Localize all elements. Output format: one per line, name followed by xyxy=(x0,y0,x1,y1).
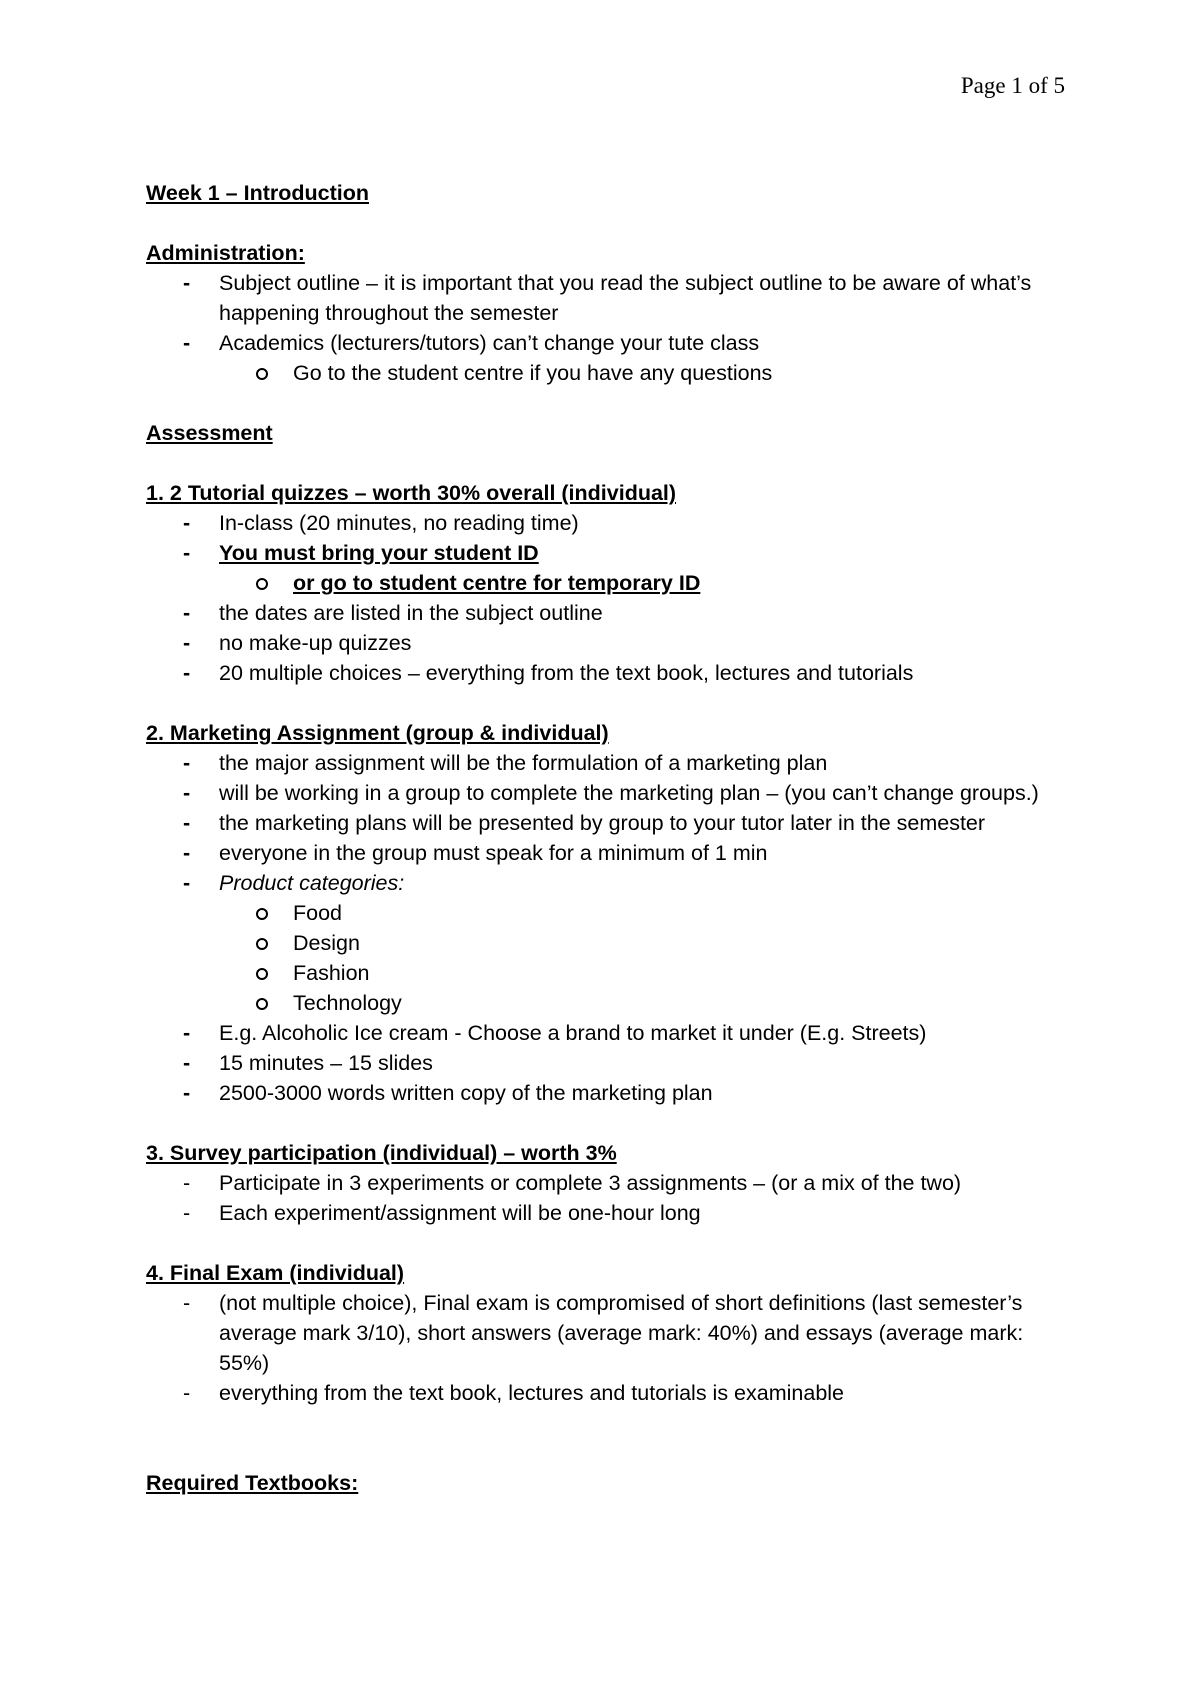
list-item: - Subject outline – it is important that you read the subject outline to be aware of what’s happening throughout the semester xyxy=(146,268,1066,328)
final-exam-heading: 4. Final Exam (individual) xyxy=(146,1261,405,1285)
quizzes-heading: 1. 2 Tutorial quizzes – worth 30% overall (individual) xyxy=(146,481,677,505)
administration-heading: Administration: xyxy=(146,241,305,265)
list-item: - the dates are listed in the subject outline xyxy=(146,598,1066,628)
dash-bullet: - xyxy=(183,1201,191,1225)
circle-bullet xyxy=(256,968,268,980)
list-item: - Academics (lecturers/tutors) can’t change your tute class Go to the student centre if you have any questions xyxy=(146,328,1066,388)
marketing-list xyxy=(146,748,1066,1108)
list-item: - 15 minutes – 15 slides xyxy=(146,1048,1066,1078)
dash-bullet: - xyxy=(183,1081,191,1105)
page-number: Page 1 of 5 xyxy=(960,73,1065,98)
circle-bullet xyxy=(256,938,268,950)
assessment-heading: Assessment xyxy=(146,421,273,445)
list-item: - no make-up quizzes xyxy=(146,628,1066,658)
list-item: - Each experiment/assignment will be one-hour long xyxy=(146,1198,1066,1228)
list-item: - E.g. Alcoholic Ice cream - Choose a brand to market it under (E.g. Streets) xyxy=(146,1018,1066,1048)
dash-bullet: - xyxy=(183,511,191,535)
list-item: - 20 multiple choices – everything from the text book, lectures and tutorials xyxy=(146,658,1066,688)
document-body xyxy=(146,178,1066,1498)
dash-bullet: - xyxy=(183,751,191,775)
dash-bullet: - xyxy=(183,1051,191,1075)
dash-bullet: - xyxy=(183,661,191,685)
administration-sublist xyxy=(219,358,1066,388)
dash-bullet: - xyxy=(183,271,191,295)
dash-bullet: - xyxy=(183,871,191,895)
survey-list xyxy=(146,1168,1066,1228)
textbooks-heading: Required Textbooks: xyxy=(146,1471,359,1495)
list-item: - will be working in a group to complete the marketing plan – (you can’t change groups.) xyxy=(146,778,1066,808)
dash-bullet: - xyxy=(183,841,191,865)
dash-bullet: - xyxy=(183,1171,191,1195)
dash-bullet: - xyxy=(183,1381,191,1405)
administration-section xyxy=(146,238,1066,388)
textbooks-section xyxy=(146,1468,1066,1498)
dash-bullet: - xyxy=(183,1291,191,1315)
circle-bullet xyxy=(256,368,268,380)
list-item: - In-class (20 minutes, no reading time) xyxy=(146,508,1066,538)
dash-bullet: - xyxy=(183,601,191,625)
circle-bullet xyxy=(256,908,268,920)
list-item: - the marketing plans will be presented by group to your tutor later in the semester xyxy=(146,808,1066,838)
administration-list xyxy=(146,268,1066,388)
quizzes-list xyxy=(146,508,1066,688)
sub-list-item: or go to student centre for temporary ID xyxy=(146,568,1066,598)
sub-list-item: Food xyxy=(146,898,1066,928)
page-title: Week 1 – Introduction xyxy=(146,181,369,205)
list-item: - (not multiple choice), Final exam is compromised of short definitions (last semester’s average mark 3/10), short answers (average mark: 40%) and essays (average mark: 55%) xyxy=(146,1288,1066,1378)
dash-bullet: - xyxy=(183,811,191,835)
survey-heading: 3. Survey participation (individual) – worth 3% xyxy=(146,1141,617,1165)
circle-bullet xyxy=(256,578,268,590)
list-item: - You must bring your student ID or go to student centre for temporary ID xyxy=(146,538,1066,598)
product-categories-list xyxy=(219,898,1066,1018)
final-exam-list xyxy=(146,1288,1066,1408)
sub-list-item: Fashion xyxy=(146,958,1066,988)
list-item: - Participate in 3 experiments or complete 3 assignments – (or a mix of the two) xyxy=(146,1168,1066,1198)
sub-list-item: Go to the student centre if you have any questions xyxy=(146,358,1066,388)
sub-list-item: Design xyxy=(146,928,1066,958)
list-item: - 2500-3000 words written copy of the marketing plan xyxy=(146,1078,1066,1108)
list-item: - Product categories: Food Design Fashion Technology xyxy=(146,868,1066,1018)
dash-bullet: - xyxy=(183,781,191,805)
dash-bullet: - xyxy=(183,541,191,565)
list-item: - everyone in the group must speak for a minimum of 1 min xyxy=(146,838,1066,868)
dash-bullet: - xyxy=(183,631,191,655)
dash-bullet: - xyxy=(183,1021,191,1045)
quizzes-sublist xyxy=(219,568,1066,598)
sub-list-item: Technology xyxy=(146,988,1066,1018)
dash-bullet: - xyxy=(183,331,191,355)
marketing-heading: 2. Marketing Assignment (group & individual) xyxy=(146,721,609,745)
assessment-section xyxy=(146,418,1066,1408)
circle-bullet xyxy=(256,998,268,1010)
list-item: - the major assignment will be the formulation of a marketing plan xyxy=(146,748,1066,778)
list-item: - everything from the text book, lectures and tutorials is examinable xyxy=(146,1378,1066,1408)
